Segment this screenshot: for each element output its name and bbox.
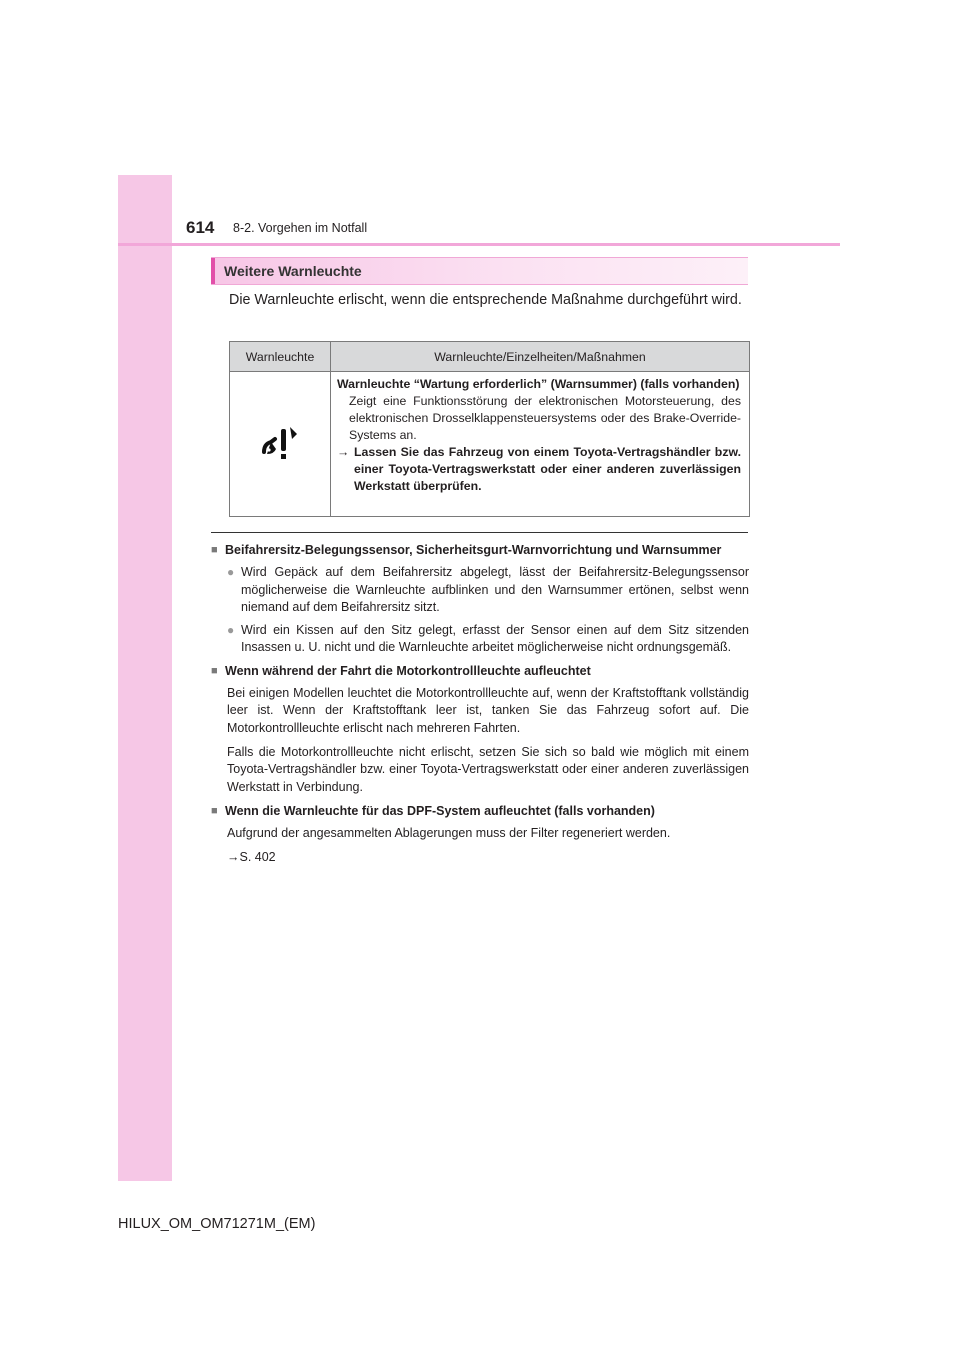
note-heading-text: Beifahrersitz-Belegungssensor, Sicherheitsgurt-Warnvorrichtung und Warnsummer [225, 543, 722, 557]
document-code: HILUX_OM_OM71271M_(EM) [118, 1216, 316, 1232]
note-heading [211, 803, 749, 820]
breadcrumb: 8-2. Vorgehen im Notfall [233, 221, 368, 235]
table-header-row [230, 342, 750, 372]
paragraph: Falls die Motorkontrollleuchte nicht erlischt, setzen Sie sich so bald wie möglich mit einem Toyota-Vertragshändler bzw. einer Toyota-Vertragswerkstatt oder einer anderen zuverlässigen Werkstatt in Verbindung. [227, 744, 749, 794]
circle-bullet-icon: ● [227, 565, 235, 580]
column-header-details: Warnleuchte/Einzelheiten/Maßnahmen [331, 342, 750, 372]
icon-cell [230, 372, 331, 517]
note-heading [211, 542, 749, 559]
arrow-right-icon: → [337, 445, 350, 459]
table-row [230, 372, 750, 517]
warning-light-table [229, 341, 750, 517]
note-heading [211, 663, 749, 680]
notes-section [211, 542, 749, 867]
page-number: 614 [186, 218, 215, 237]
section-title: Weitere Warnleuchte [224, 263, 362, 279]
section-banner [211, 257, 748, 285]
details-cell [331, 372, 750, 517]
square-bullet-icon: ■ [211, 664, 218, 677]
section-divider [211, 532, 748, 533]
note-heading-text: Wenn während der Fahrt die Motorkontrollleuchte aufleuchtet [225, 663, 591, 678]
paragraph: Bei einigen Modellen leuchtet die Motorkontrollleuchte auf, wenn der Kraftstofftank vollständig leer ist. Wenn der Kraftstofftank leer ist, tanken Sie das Fahrzeug sofort auf. Die Motorkontrollleuchte erlischt nach mehreren Fahrten. [227, 686, 749, 735]
maintenance-required-warning-icon [260, 423, 300, 463]
note-heading-text: Wenn die Warnleuchte für das DPF-System aufleuchtet (falls vorhanden) [225, 803, 655, 818]
paragraph: Aufgrund der angesammelten Ablagerungen muss der Filter regeneriert werden. [227, 826, 671, 841]
square-bullet-icon: ■ [211, 544, 218, 556]
list-item [211, 564, 749, 616]
square-bullet-icon: ■ [211, 804, 218, 817]
warning-light-action [337, 444, 741, 495]
section-intro: Die Warnleuchte erlischt, wenn die entsprechende Maßnahme durchgeführt wird. [229, 292, 742, 308]
list-item-text: Wird Gepäck auf dem Beifahrersitz abgelegt, lässt der Beifahrersitz-Belegungssensor möglicherweise die Warnleuchte aufblinken und den Warnsummer ertönen, selbst wenn niemand auf dem Beifahrersitz sitzt. [241, 565, 749, 614]
section-banner-accent [211, 258, 215, 284]
action-text: Lassen Sie das Fahrzeug von einem Toyota-Vertragshändler bzw. einer Toyota-Vertragswerkstatt oder einer anderen zuverlässigen Werkstatt überprüfen. [354, 445, 741, 493]
warning-light-detail: Zeigt eine Funktionsstörung der elektronischen Motorsteuerung, des elektronischen Drosselklappensteuersystems oder des Brake-Override-Systems an. [349, 394, 741, 442]
column-header-warning-light: Warnleuchte [230, 342, 331, 372]
page-reference-link[interactable]: →S. 402 [227, 850, 276, 865]
header-rule [118, 243, 840, 246]
chapter-sidebar-tab [118, 175, 172, 1181]
warning-light-title: Warnleuchte “Wartung erforderlich” (Warnsummer) (falls vorhanden) [337, 377, 740, 391]
circle-bullet-icon: ● [227, 623, 235, 638]
list-item [211, 622, 749, 657]
list-item-text: Wird ein Kissen auf den Sitz gelegt, erfasst der Sensor einen auf dem Sitz sitzenden Insassen u. U. nicht und die Warnleuchte arbeitet möglicherweise nicht ordnungsgemäß. [241, 623, 749, 655]
